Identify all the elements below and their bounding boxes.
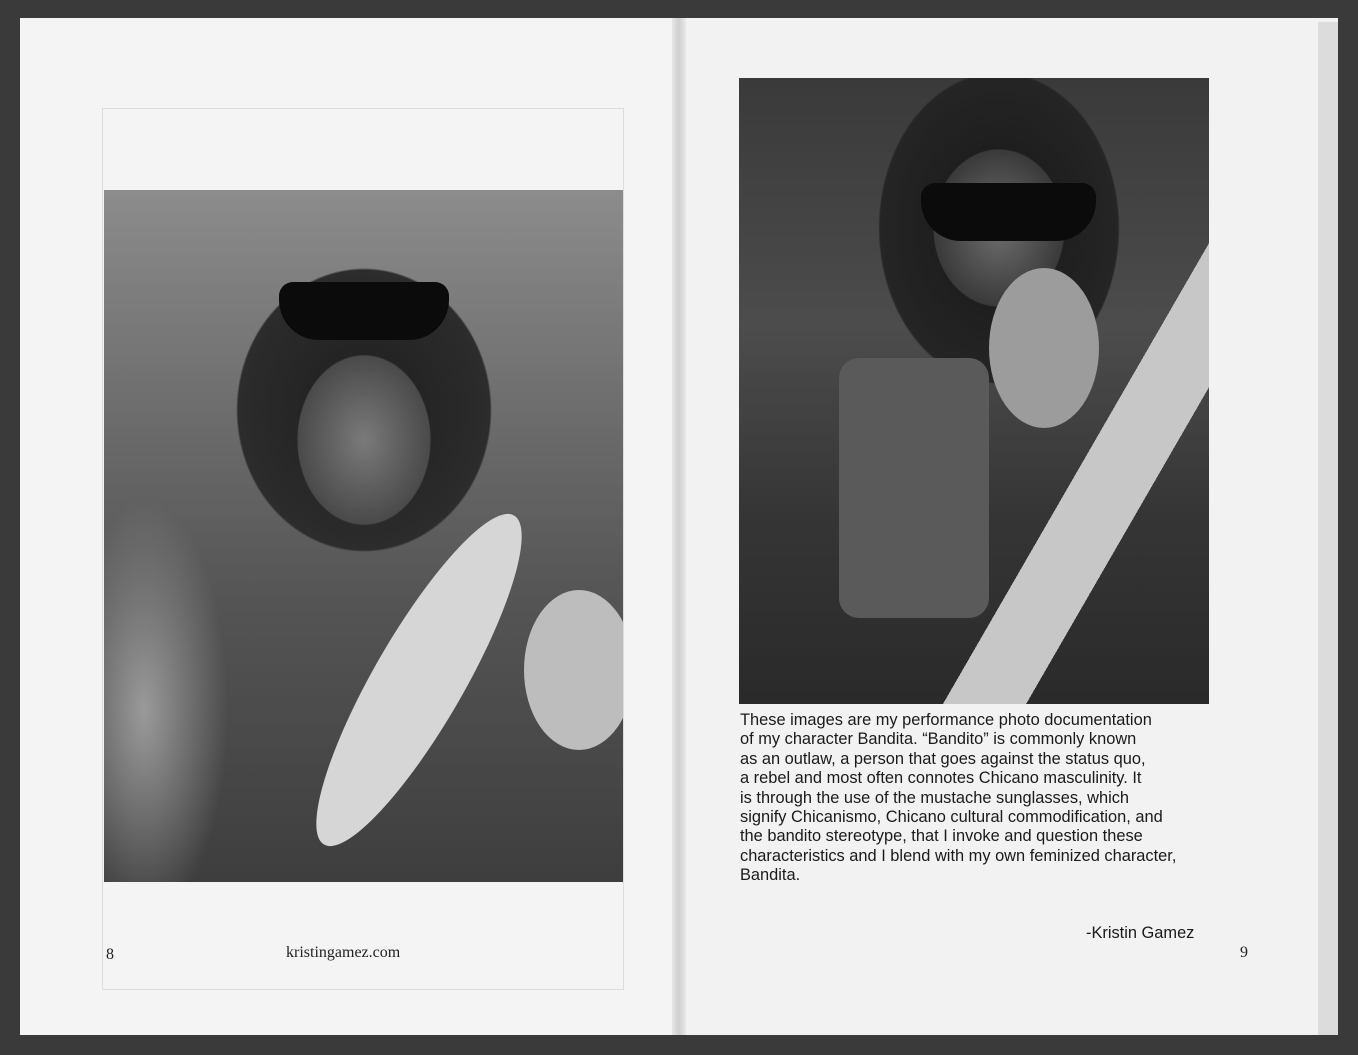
hands-lighter-shape [989,268,1099,428]
sunglasses-shape [279,282,449,340]
performance-photo-right [739,78,1209,704]
vest-shape [839,358,989,618]
caption-line: as an outlaw, a person that goes against the status quo, [740,749,1146,768]
page-edge [1318,22,1338,1035]
left-page [20,18,678,1035]
author-signature: -Kristin Gamez [1086,924,1195,942]
toy-gun-shape [285,493,553,867]
website-link: kristingamez.com [286,944,401,961]
caption-line: characteristics and I blend with my own feminized character, [740,846,1177,865]
caption-line: signify Chicanismo, Chicano cultural commodification, and [740,808,1163,827]
sunglasses-shape [921,183,1096,241]
book-gutter [672,18,686,1035]
caption-line: is through the use of the mustache sunglasses, which [740,788,1130,807]
photo-caption [740,711,1240,886]
page-number-left: 8 [106,946,114,963]
caption-line: Bandita. [740,866,801,885]
page-number-right: 9 [1240,944,1248,961]
hand-shape [524,590,623,750]
caption-line: the bandito stereotype, that I invoke and question these [740,827,1143,846]
caption-line: a rebel and most often connotes Chicano masculinity. It [740,769,1142,788]
performance-photo-left [104,190,623,882]
caption-line: of my character Bandita. “Bandito” is commonly known [740,730,1137,749]
caption-line: These images are my performance photo documentation [740,711,1152,729]
